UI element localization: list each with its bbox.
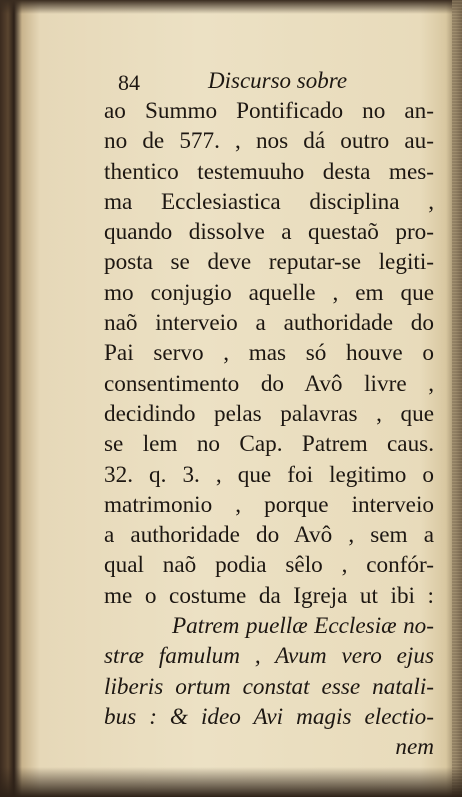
latin-quotation — [104, 611, 434, 732]
body-line: decidindo pelas palavras , que — [104, 400, 434, 427]
body-line: mo conjugio aquelle , em que — [104, 279, 434, 306]
quote-line: Patrem puellæ Ecclesiæ no- — [172, 613, 434, 640]
body-line: quando dissolve a questaõ pro- — [104, 219, 434, 246]
body-line: Pai servo , mas só houve o — [104, 340, 434, 367]
page-fore-edge — [452, 0, 462, 797]
body-line: 32. q. 3. , que foi legitimo o — [104, 461, 434, 488]
text-block — [104, 62, 434, 763]
body-line: me o costume da Igreja ut ibi : — [104, 582, 434, 609]
catchword: nem — [395, 734, 434, 761]
quote-line: liberis ortum constat esse natali- — [104, 673, 434, 700]
body-line: matrimonio , porque interveio — [104, 491, 434, 518]
body-line: posta se deve reputar-se legiti- — [104, 249, 434, 276]
body-line: a authoridade do Avô , sem a — [104, 522, 434, 549]
body-line: consentimento do Avô livre , — [104, 370, 434, 397]
body-text — [104, 96, 434, 611]
quote-line: bus : & ideo Avi magis electio- — [104, 703, 434, 730]
body-line: no de 577. , nos dá outro au- — [104, 128, 434, 155]
body-line: se lem no Cap. Patrem caus. — [104, 431, 434, 458]
page-bottom-shadow — [0, 767, 462, 797]
page-number: 84 — [118, 70, 140, 95]
page-header — [104, 62, 434, 96]
running-head: Discurso sobre — [208, 68, 348, 93]
body-line: thentico testemuuho desta mes- — [104, 158, 434, 185]
quote-line: stræ famulum , Avum vero ejus — [104, 643, 434, 670]
body-line: ma Ecclesiastica disciplina , — [104, 188, 434, 215]
body-line: naõ interveio a authoridade do — [104, 310, 434, 337]
body-line: qual naõ podia sêlo , confór- — [104, 552, 434, 579]
page-top-shadow — [0, 0, 462, 14]
body-line: ao Summo Pontificado no an- — [104, 98, 434, 124]
